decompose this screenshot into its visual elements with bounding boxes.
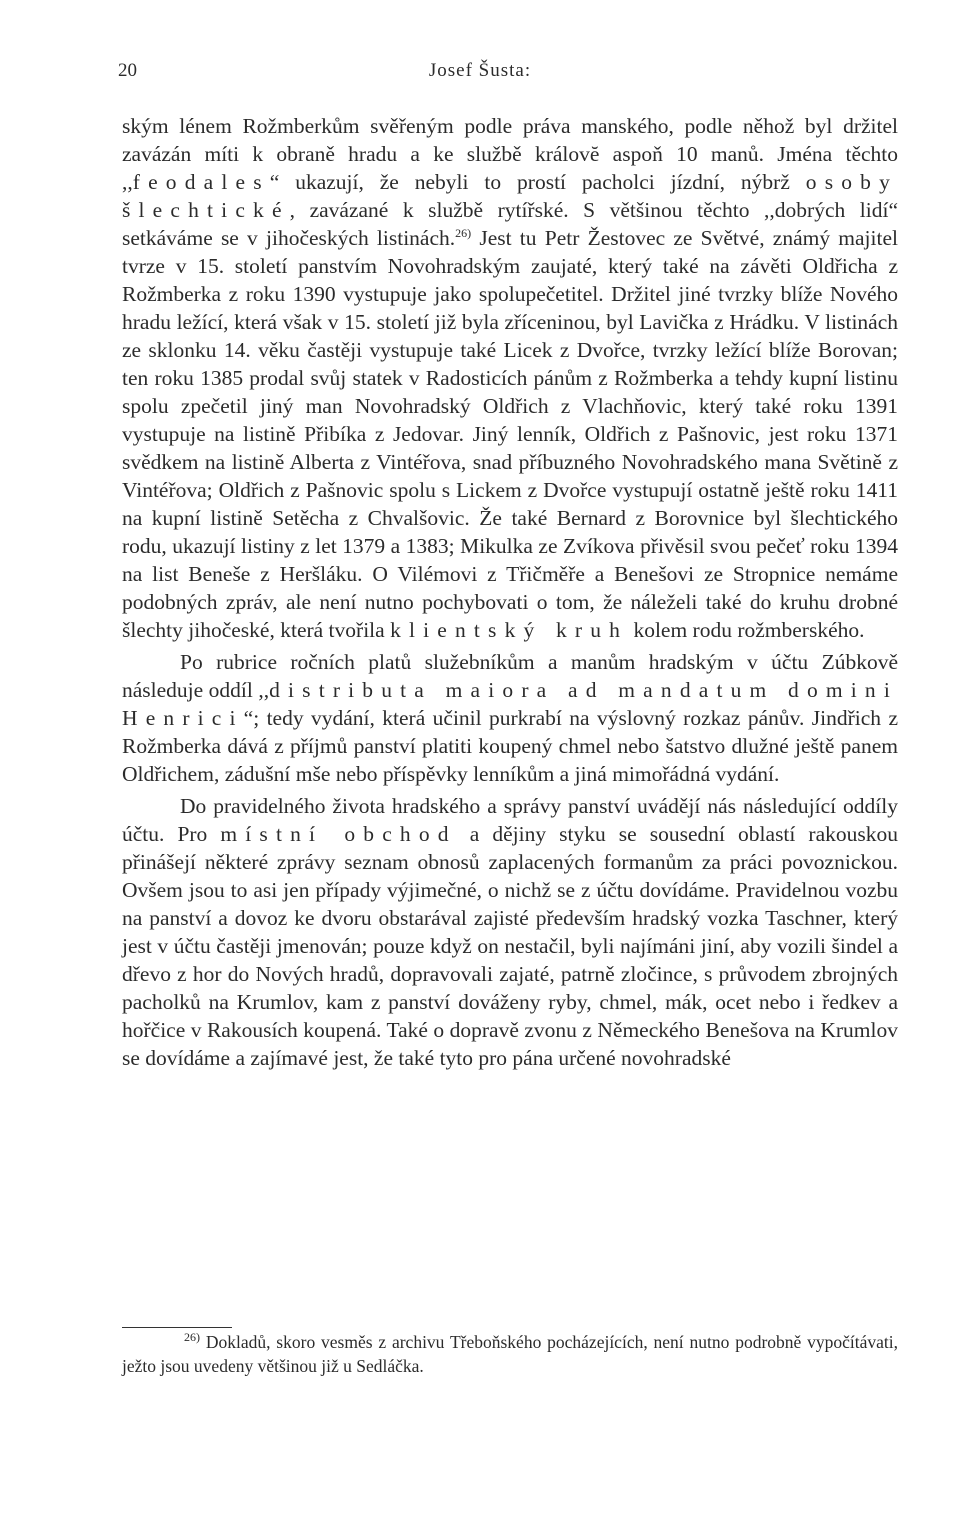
- text-run: Po rubrice ročních platů služebníkům a manům hradským v účtu Zúbkově následuje oddíl ,,: [122, 650, 898, 702]
- paragraph-3: [122, 792, 898, 1072]
- text-run: “ ukazují, že nebyli to prostí pacholci jízdní, nýbrž: [269, 170, 806, 194]
- spaced-term: místní obchod: [220, 822, 457, 846]
- footnote-reference: 26): [455, 225, 472, 240]
- text-run: ským lénem Rožmberkům svěřeným podle práva manského, podle něhož byl držitel zavázán míti k obraně hradu a ke službě královĕ aspoň 10 manů. Jména těchto ,,: [122, 114, 898, 194]
- spaced-term: distributa maiora ad mandatum domini Henrici: [122, 678, 898, 730]
- text-run: Jest tu Petr Žestovec ze Světvé, známý majitel tvrze v 15. století panstvím Novohradským zaujaté, který také na závěti Oldřicha z Rožmberka z roku 1390 vystupuje jako spolupečetitel. Držitel jiné tvrzky blíže Nového hradu ležící, která však v 15. století již byla zříceninou, byl Lavička z Hrádku. V listinách ze sklonku 14. věku častěji vystupuje také Licek z Dvořce, tvrzky ležící blíže Borovan; ten roku 1385 prodal svůj statek v Radosticích pánům z Rožmberka a tehdy kupní listinu spolu zpečetil jiný man Novohradský Oldřich z Vlachňovic, který také roku 1391 vystupuje na listině Přibíka z Jedovar. Jiný lenník, Oldřich z Pašnovic, jest roku 1371 svědkem na listině Alberta z Vintéřova, snad příbuzného Novohradského mana Světině z Vintéřova; Oldřich z Pašnovic spolu s Lickem z Dvořce vystupují ostatně ještě roku 1411 na kupní listině Setěcha z Chvalšovic. Že také Bernard z Borovnice byl šlechtického rodu, ukazují listiny z let 1379 a 1383; Mikulka ze Zvíkova přivěsil svou pečeť roku 1394 na list Beneše z Heršláku. O Vilémovi z Třičměře a Benešovi ze Stropnice nemáme podobných zpráv, ale není nutno pochybovati o tom, že náleželi také do kruhu drobné šlechty jihočeské, která tvořila: [122, 226, 898, 642]
- spaced-term: osoby šlechtické: [122, 170, 898, 222]
- footnote-text: Dokladů, skoro vesměs z archivu Třeboňského pocházejících, není nutno podrobně vypočítávati, ježto jsou uvedeny většinou již u Sedláčka.: [122, 1332, 898, 1376]
- text-run: “; tedy vydání, která učinil purkrabí na výslovný rozkaz pánův. Jindřich z Rožmberka dává z příjmů panství platiti koupený chmel nebo šatstvo dlužné ještě panem Oldřichem, zádušní mše nebo příspěvky lenníkům a jiná mimořádná vydání.: [122, 706, 898, 786]
- paragraph-1: [122, 112, 898, 644]
- text-run: kolem rodu rožmberského.: [628, 618, 865, 642]
- paragraph-2: [122, 648, 898, 788]
- text-run: a dějiny styku se sousední oblastí rakouskou přinášejí některé zprávy seznam obnosů zaplacených formanům za práci povoznickou. Ovšem jsou to asi jen případy výjimečné, o nichž se z účtu dovídáme. Pravidelnou vozbu na panství a dovoz ke dvoru obstarával zajisté především hradský vozka Taschner, který jest v účtu častěji jmenován; pouze když on nestačil, byli najímáni jiní, aby vozili šindel a dřevo z hor do Nových hradů, dopravovali zajaté, patrně zločince, s průvodem zbrojných pacholků na Krumlov, kam z panství dováženy ryby, chmel, mák, ocet nebo i ředkev a hořčice v Rakousích koupená. Také o dopravě zvonu z Německého Benešova na Krumlov se dovídáme a zajímavé jest, že také tyto pro pána určené novohradské: [122, 822, 899, 1070]
- page-number: 20: [118, 60, 137, 81]
- spaced-term: feodales: [132, 170, 270, 194]
- running-head: Josef Šusta:: [428, 60, 532, 81]
- footnote: [122, 1330, 898, 1378]
- spaced-term: klientský kruh: [390, 618, 629, 642]
- footnote-rule: [122, 1327, 232, 1328]
- footnote-number: 26): [184, 1330, 200, 1345]
- main-text: [122, 112, 898, 1072]
- text-run: Do pravidelného života hradského a správy panství uvádějí nás následující oddíly účtu. Pro: [122, 794, 898, 846]
- text-run: , zavázané k službě rytířské. S většinou těchto ,,dobrých lidí“ setkáváme se v jihočeských listinách.: [122, 198, 898, 250]
